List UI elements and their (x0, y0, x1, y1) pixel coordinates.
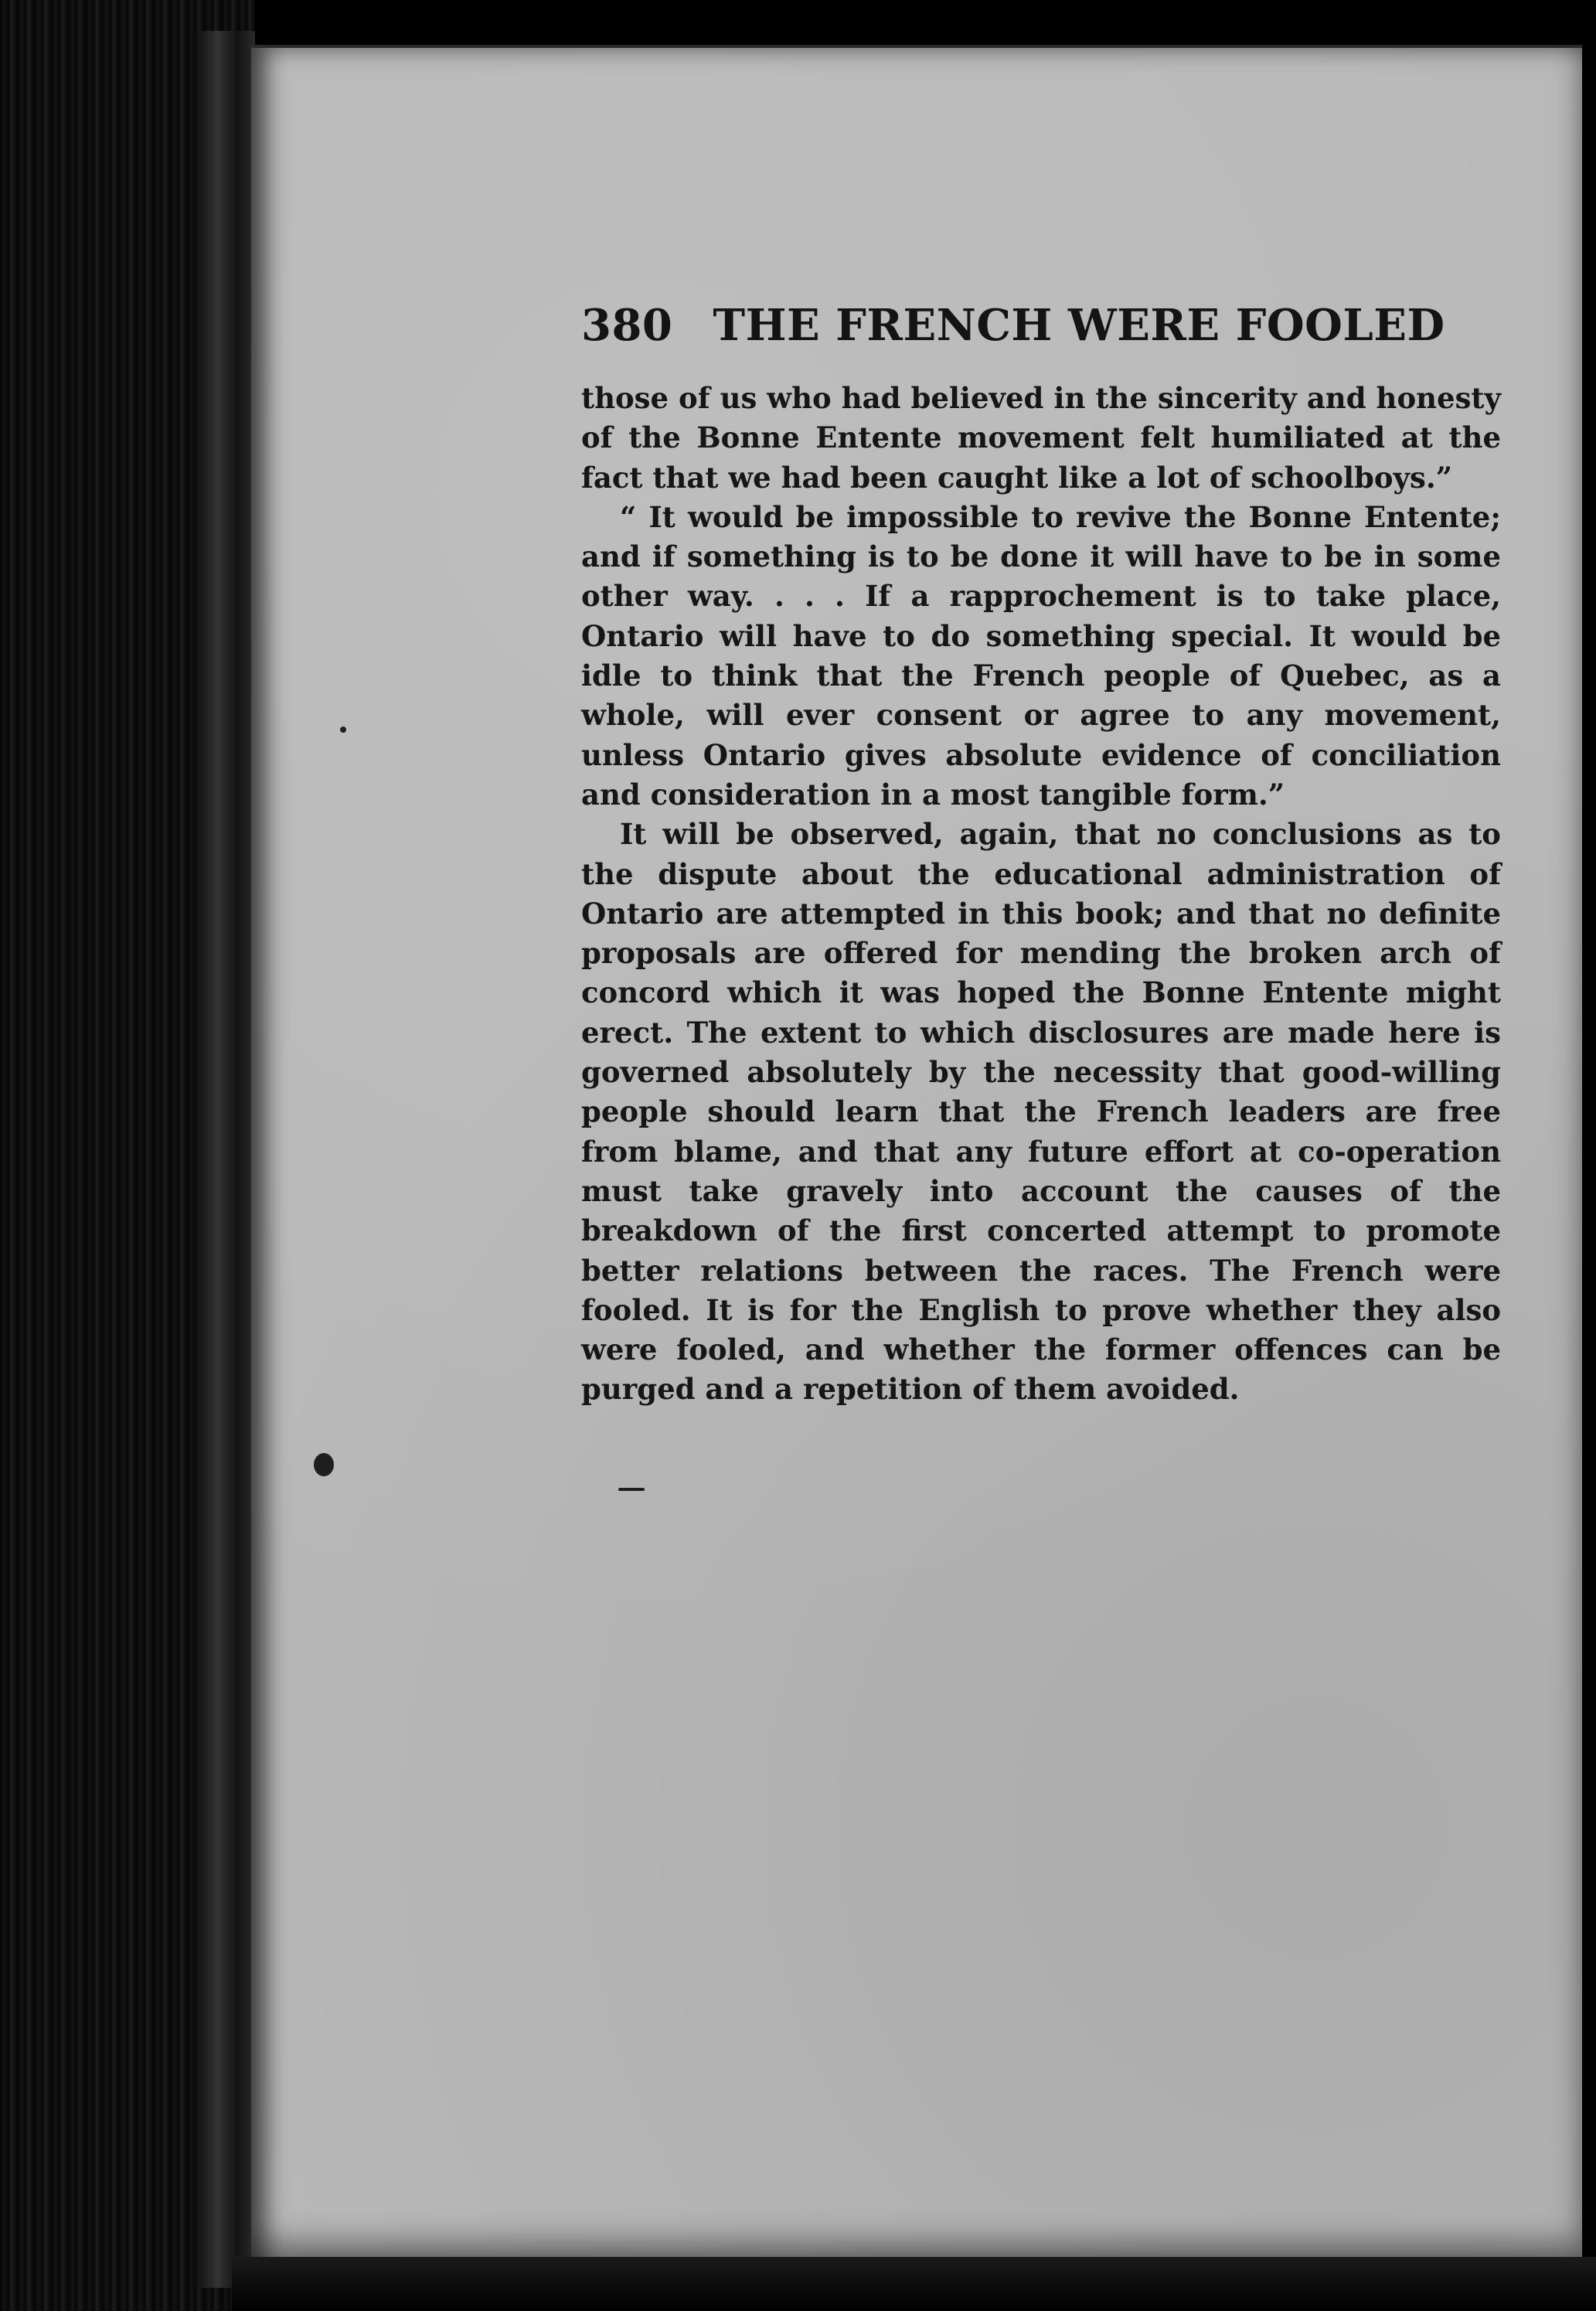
page-edges (193, 31, 255, 2288)
page-bottom-shadow (232, 2257, 1596, 2311)
ink-speck (340, 727, 346, 733)
ink-speck (314, 1453, 334, 1476)
running-head (581, 300, 1509, 362)
ink-speck (618, 1488, 645, 1491)
paragraph-1: those of us who had believed in the sincerity and honesty of the Bonne Entente movement felt humiliated at the fact that we had been caught like a lot of schoolboys.” (581, 381, 1501, 495)
body-text (581, 379, 1501, 1410)
page-number: 380 (581, 300, 673, 351)
paragraph-2: “ It would be impossible to revive the Bonne Entente; and if something is to be done it will have to be in some other way. . . . If a rapprochement is to take place, Ontario will have to do something special. It would be idle to think that the French people of Quebec, as a whole, will ever consent or agree to any movement, unless Ontario gives absolute evidence of conciliation and consideration in a most tangible form.” (581, 499, 1501, 812)
running-title: THE FRENCH WERE FOOLED (713, 300, 1445, 351)
paragraph-3: It will be observed, again, that no conclusions as to the dispute about the educational administration of Ontario are attempted in this book; and that no definite proposals are offered for mending the broken arch of concord which it was hoped the Bonne Entente might erect. The extent to which disclosures are made here is governed absolutely by the necessity that good-willing people should learn that the French leaders are free from blame, and that any future effort at co-operation must take gravely into account the causes of the breakdown of the first concerted attempt to promote better relations between the races. The French were fooled. It is for the English to prove whether they also were fooled, and whether the former offences can be purged and a repetition of them avoided. (581, 817, 1501, 1407)
